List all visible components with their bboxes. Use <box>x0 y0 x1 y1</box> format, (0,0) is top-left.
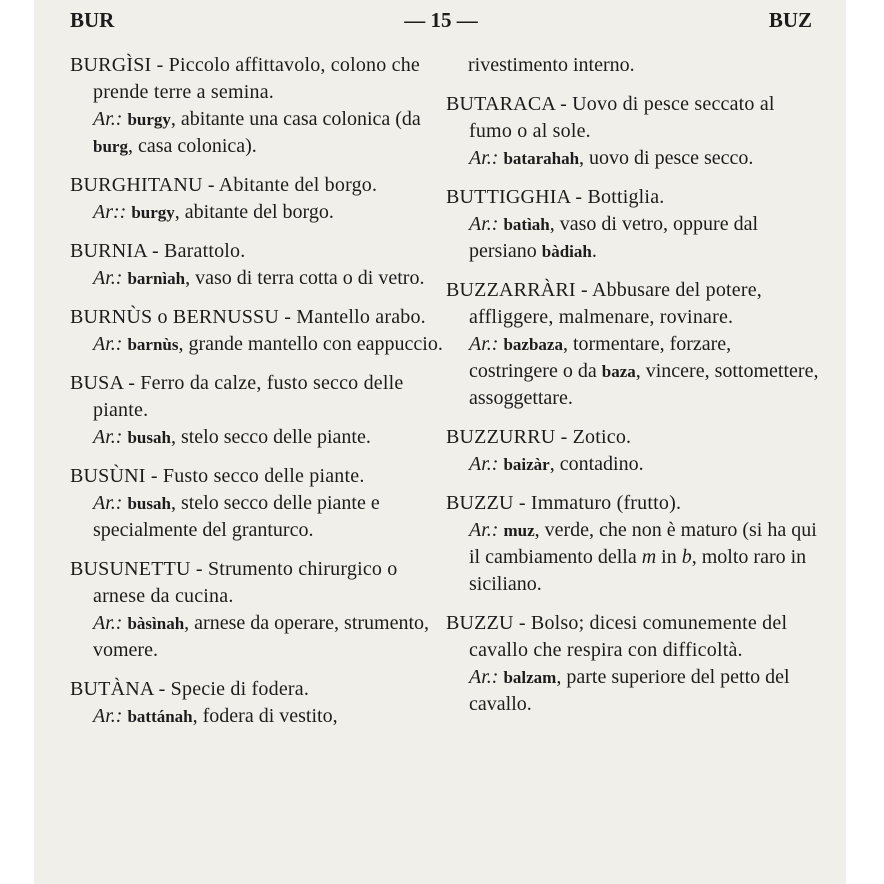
etymology-text: , molto raro in siciliano. <box>469 546 807 595</box>
etymology-label: Ar.: <box>469 666 499 688</box>
etymology-text: , uovo di pesce secco. <box>579 147 754 169</box>
etymology-text: , grande mantello con eappuccio. <box>178 333 443 355</box>
dictionary-entry <box>446 184 820 265</box>
entry-headword-definition: BURGHITANU - Abitante del borgo. <box>70 174 378 196</box>
etymology-text: m <box>641 546 657 568</box>
arabic-etymology <box>93 610 452 664</box>
entry-headword-definition: BURNIA - Barattolo. <box>70 240 246 262</box>
entry-headword-definition: BUSA - Ferro da calze, fusto secco delle piante. <box>70 372 404 421</box>
etymology-text: , vaso di terra cotta o di vetro. <box>185 267 425 289</box>
entry-headword-definition: BUTTIGGHIA - Bottiglia. <box>446 186 665 208</box>
arabic-term: burgy <box>131 203 175 222</box>
entry-headword-definition: BUTARACA - Uovo di pesce seccato al fumo o al sole. <box>446 93 775 142</box>
dictionary-entry <box>446 424 820 478</box>
arabic-term: bazbaza <box>503 335 563 354</box>
arabic-etymology <box>469 145 820 172</box>
entry-headword-definition: BUSÙNI - Fusto secco delle piante. <box>70 465 365 487</box>
etymology-label: Ar:: <box>93 201 127 223</box>
dictionary-entry <box>70 52 452 160</box>
etymology-text: b <box>681 546 692 568</box>
etymology-text: , abitante una casa colonica (da <box>170 108 421 130</box>
arabic-term: barnùs <box>127 335 179 354</box>
etymology-label: Ar.: <box>93 333 123 355</box>
etymology-text: , stelo secco delle piante e specialmente del granturco. <box>93 492 380 541</box>
dictionary-entry <box>70 556 452 664</box>
dictionary-entry <box>70 370 452 451</box>
arabic-etymology <box>93 424 452 451</box>
page-number: — 15 — <box>404 8 478 32</box>
arabic-term: baizàr <box>503 455 550 474</box>
etymology-label: Ar.: <box>469 453 499 475</box>
etymology-text: , fodera di vestito, <box>192 705 338 727</box>
header-right-guideword: BUZ <box>768 8 812 32</box>
etymology-label: Ar.: <box>469 333 499 355</box>
arabic-etymology <box>93 199 452 226</box>
etymology-label: Ar.: <box>469 213 499 235</box>
dictionary-entry <box>70 463 452 544</box>
etymology-label: Ar.: <box>93 267 123 289</box>
arabic-etymology <box>469 331 820 412</box>
arabic-etymology <box>93 106 452 160</box>
entry-headword-definition: BUSUNETTU - Strumento chirurgico o arnese da cucina. <box>70 558 398 607</box>
etymology-label: Ar.: <box>469 147 499 169</box>
arabic-etymology <box>469 664 820 718</box>
arabic-term: batìah <box>503 215 550 234</box>
arabic-etymology <box>93 265 452 292</box>
entry-headword-definition: BUTÀNA - Specie di fodera. <box>70 678 310 700</box>
arabic-term: battánah <box>127 707 193 726</box>
etymology-text: , stelo secco delle piante. <box>170 426 371 448</box>
etymology-label: Ar.: <box>93 426 123 448</box>
arabic-term: busah <box>127 494 171 513</box>
arabic-etymology <box>469 211 820 265</box>
etymology-label: Ar.: <box>469 519 499 541</box>
etymology-text: , casa colonica). <box>127 135 257 157</box>
arabic-etymology <box>469 451 820 478</box>
etymology-text: , vaso di vetro, oppure dal persiano <box>469 213 759 262</box>
etymology-text: , verde, che non è maturo (si ha qui il cambiamento della <box>469 519 817 568</box>
entry-headword-definition: BURNÙS o BERNUSSU - Mantello arabo. <box>70 306 426 328</box>
arabic-etymology <box>469 517 820 598</box>
etymology-label: Ar.: <box>93 492 123 514</box>
dictionary-entry <box>70 172 452 226</box>
etymology-text: , parte superiore del petto del cavallo. <box>469 666 790 715</box>
arabic-term: busah <box>127 428 171 447</box>
arabic-term: burg <box>93 137 128 156</box>
arabic-term: muz <box>503 521 535 540</box>
continued-definition: rivestimento interno. <box>468 54 635 76</box>
dictionary-entry <box>70 304 452 358</box>
right-column <box>446 52 820 730</box>
entry-headword-definition: BUZZU - Bolso; dicesi comunemente del cavallo che respira con difficoltà. <box>446 612 788 661</box>
arabic-etymology <box>93 703 452 730</box>
arabic-term: burgy <box>127 110 171 129</box>
dictionary-entry <box>70 238 452 292</box>
etymology-text: , abitante del borgo. <box>174 201 334 223</box>
arabic-term: bàsìnah <box>127 614 185 633</box>
dictionary-entry <box>446 610 820 718</box>
etymology-text: , arnese da operare, strumento, vomere. <box>93 612 430 661</box>
entry-headword-definition: BUZZU - Immaturo (frutto). <box>446 492 682 514</box>
left-column <box>70 52 452 742</box>
arabic-term: batarahah <box>503 149 580 168</box>
entry-headword-definition: BUZZARRÀRI - Abbusare del potere, affliggere, malmenare, rovinare. <box>446 279 762 328</box>
arabic-term: baza <box>601 362 636 381</box>
arabic-term: barnìah <box>127 269 186 288</box>
arabic-term: bàdiah <box>541 242 592 261</box>
header-left-guideword: BUR <box>70 8 115 32</box>
entry-headword-definition: BUZZURRU - Zotico. <box>446 426 632 448</box>
arabic-etymology <box>93 490 452 544</box>
etymology-text: , vincere, sottomettere, assoggettare. <box>469 360 819 409</box>
dictionary-entry <box>446 91 820 172</box>
etymology-text: in <box>656 546 682 568</box>
entry-headword-definition: BURGÌSI - Piccolo affittavolo, colono che prende terre a semina. <box>70 54 420 103</box>
right-column-entries <box>446 91 820 718</box>
dictionary-entry <box>70 676 452 730</box>
etymology-label: Ar.: <box>93 612 123 634</box>
dictionary-entry <box>446 490 820 598</box>
etymology-label: Ar.: <box>93 705 123 727</box>
etymology-text: , contadino. <box>549 453 644 475</box>
arabic-term: balzam <box>503 668 557 687</box>
page-header <box>70 8 812 38</box>
arabic-etymology <box>93 331 452 358</box>
dictionary-page <box>34 0 846 884</box>
etymology-text: , tormentare, forzare, costringere o da <box>469 333 732 382</box>
dictionary-entry <box>446 277 820 412</box>
etymology-label: Ar.: <box>93 108 123 130</box>
etymology-text: . <box>591 240 597 262</box>
